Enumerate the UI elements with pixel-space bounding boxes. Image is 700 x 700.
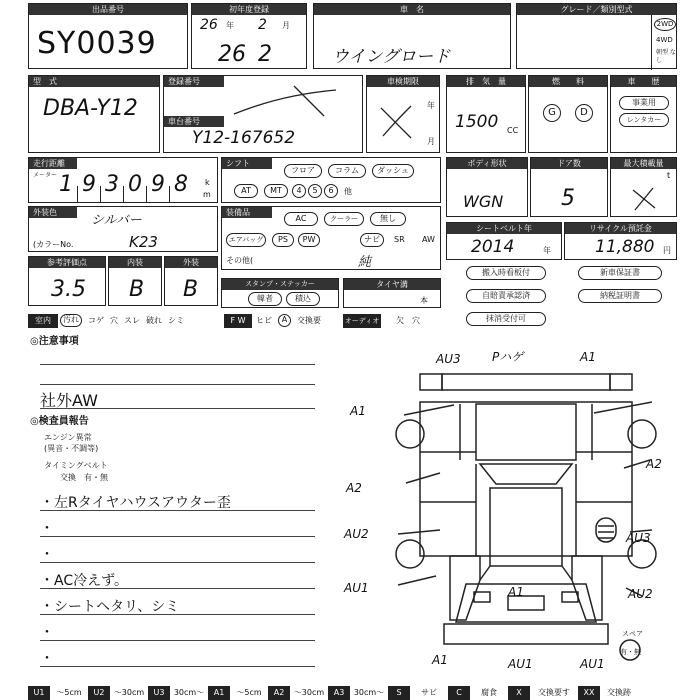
legend-key: U2 — [88, 686, 110, 700]
fw-crack[interactable]: ヒビ — [256, 316, 272, 325]
label-left-mid: A2 — [346, 481, 362, 495]
car-name-box — [313, 3, 511, 69]
label-right-rear-low: AU2 — [628, 587, 653, 601]
lot-number-box — [28, 3, 188, 69]
first-reg-year: 26 — [218, 42, 246, 67]
use-business[interactable]: 事業用 — [619, 96, 669, 110]
legend-value: 腐食 — [481, 688, 497, 697]
legend-key: A3 — [328, 686, 350, 700]
recycle-unit: 円 — [663, 246, 671, 255]
color-code-label: (カラーNo. — [33, 240, 74, 249]
seatbelt-unit: 年 — [543, 246, 551, 255]
label-bottom-left: A1 — [432, 653, 448, 667]
grade-label: グレード／類別型式 — [517, 4, 676, 15]
equip-cooler[interactable]: クーラー — [324, 212, 364, 226]
label-bottom-right: AU1 — [580, 657, 605, 671]
tire-unit: 本 — [420, 296, 428, 305]
registration-scribble — [224, 82, 344, 122]
stamp-option-2[interactable]: 積込 — [286, 292, 320, 306]
mileage-unit-k: k — [205, 178, 210, 187]
fuel-g[interactable]: G — [543, 104, 561, 122]
report-line — [40, 562, 315, 563]
fuel-d[interactable]: D — [575, 104, 593, 122]
color-box — [28, 206, 218, 252]
caution-text: 社外AW — [40, 391, 98, 410]
shift-other[interactable]: 他 — [344, 187, 352, 196]
label-trunk: A1 — [508, 585, 524, 599]
drive-2wd: 2WD — [654, 18, 676, 31]
report-line — [40, 640, 315, 641]
report-text: ・シートヘタリ、シミ — [40, 599, 180, 615]
equip-sr[interactable]: SR — [394, 235, 405, 244]
legend-key: X — [508, 686, 530, 700]
tire-label: タイヤ溝 — [344, 279, 440, 290]
label-right-rear-u: AU3 — [626, 531, 651, 545]
equip-aw[interactable]: AW — [422, 235, 435, 244]
label-bottom-mid: AU1 — [508, 657, 533, 671]
mileage-separator — [100, 186, 101, 202]
spare-label: スペア — [622, 630, 643, 638]
capacity-label: 最大積載量 — [611, 158, 676, 169]
mileage-box — [28, 157, 218, 203]
ref-score-label: 参考評価点 — [29, 257, 105, 268]
inspection-month-unit: 月 — [427, 137, 435, 146]
exterior-score-label: 外装 — [165, 257, 217, 268]
legend-key: C — [448, 686, 470, 700]
model-box — [28, 75, 160, 153]
shift-dash[interactable]: ダッシュ — [372, 164, 414, 178]
label-left-front: A1 — [350, 404, 366, 418]
capacity-unit: t — [667, 171, 671, 180]
body-shape-value: WGN — [463, 192, 504, 211]
legend-value: 交換要す — [538, 688, 570, 697]
shift-mt[interactable]: MT — [264, 184, 288, 198]
mileage-separator — [77, 186, 78, 202]
interior-hole[interactable]: 穴 — [110, 316, 118, 325]
body-shape-box — [446, 157, 528, 217]
legend-value: 30cm〜 — [353, 688, 385, 697]
legend-value: 〜30cm — [113, 688, 145, 697]
ref-score-value: 3.5 — [51, 277, 86, 302]
equip-ac[interactable]: AC — [284, 212, 318, 226]
equip-other-value: 純 — [358, 255, 372, 270]
equip-navi[interactable]: ナビ — [360, 233, 384, 247]
drive-misc: 朝型 なし — [656, 49, 676, 64]
year-unit-small: 年 — [226, 21, 234, 30]
shift-floor[interactable]: フロア — [284, 164, 322, 178]
model-value: DBA-Y12 — [43, 96, 138, 121]
month-unit-small: 月 — [282, 21, 290, 30]
seatbelt-value: 2014 — [471, 237, 515, 257]
drive-4wd: 4WD — [656, 36, 673, 44]
fw-status-label: F W — [224, 314, 252, 328]
note-line — [40, 408, 315, 409]
legend-key: A2 — [268, 686, 290, 700]
label-front-top-left: AU3 — [436, 352, 461, 366]
doors-value: 5 — [561, 186, 575, 211]
use-label: 車 歴 — [611, 76, 676, 87]
inspection-label: 車検期限 — [367, 76, 439, 87]
inspection-year-unit: 年 — [427, 101, 435, 110]
report-bullet: ・ — [40, 625, 54, 641]
exterior-score-value: B — [183, 277, 199, 302]
ref-score-box — [28, 256, 106, 306]
mileage-separator — [169, 186, 170, 202]
doc-tax-cert[interactable]: 納税証明書 — [578, 289, 662, 303]
first-reg-small-month: 2 — [258, 17, 267, 33]
car-name-label: 車 名 — [314, 4, 510, 15]
use-rental[interactable]: レンタカー — [619, 113, 669, 127]
caution-label: ◎注意事項 — [30, 336, 79, 347]
equip-ps[interactable]: PS — [272, 233, 294, 247]
equip-pw[interactable]: PW — [298, 233, 320, 247]
timing-label: タイミングベルト — [44, 461, 108, 470]
displacement-value: 1500 — [455, 112, 499, 132]
displacement-unit: CC — [507, 126, 519, 135]
tire-box — [343, 278, 441, 308]
legend-value: 〜5cm — [56, 688, 82, 697]
registration-box — [163, 75, 363, 153]
legend-key: XX — [578, 686, 600, 700]
interior-tear[interactable]: 破れ — [146, 316, 162, 325]
model-label: 型 式 — [29, 76, 159, 87]
mileage-label: 走行距離 — [29, 158, 77, 169]
seatbelt-box — [446, 222, 562, 260]
interior-score-label: 内装 — [109, 257, 161, 268]
drive-column — [651, 15, 678, 70]
chassis-value: Y12-167652 — [192, 128, 296, 148]
doc-plate[interactable]: 搬入時看板付 — [466, 266, 546, 280]
recycle-label: リサイクル預託金 — [565, 223, 676, 234]
car-name-value: ウイングロード — [332, 47, 451, 67]
label-right-mid: A2 — [646, 457, 662, 471]
label-front-top-mid: Pハゲ — [492, 350, 524, 364]
interior-status-items — [60, 314, 216, 328]
audio-missing[interactable]: 欠 — [396, 316, 404, 325]
audio-status-items — [396, 314, 420, 328]
shift-box — [221, 157, 441, 203]
audio-status-label: オーディオ — [343, 314, 381, 328]
doors-box — [530, 157, 608, 217]
color-label: 外装色 — [29, 207, 77, 218]
damage-legend — [0, 686, 700, 700]
exterior-score-box — [164, 256, 218, 306]
legend-key: A1 — [208, 686, 230, 700]
color-code-value: K23 — [129, 233, 158, 251]
stamp-option-1[interactable]: 韓者 — [248, 292, 282, 306]
mileage-digit: 9 — [151, 172, 165, 197]
doc-deregistration[interactable]: 抹消受付可 — [466, 312, 546, 326]
report-text: ・左Rタイヤハウスアウター歪 — [40, 495, 231, 511]
inspection-cross — [377, 102, 417, 142]
mileage-digit: 1 — [59, 172, 73, 197]
first-reg-month: 2 — [258, 42, 272, 67]
shift-5[interactable]: 5 — [308, 184, 322, 198]
grade-box — [516, 3, 677, 69]
legend-key: U3 — [148, 686, 170, 700]
shift-4[interactable]: 4 — [292, 184, 306, 198]
stamp-box — [221, 278, 339, 308]
interior-stain[interactable]: シミ — [168, 316, 184, 325]
legend-key: U1 — [28, 686, 50, 700]
report-bullet: ・ — [40, 547, 54, 563]
equip-airbag[interactable]: エアバッグ — [226, 233, 266, 247]
legend-value: 30cm〜 — [173, 688, 205, 697]
fw-replace[interactable]: 交換要 — [297, 316, 321, 325]
mileage-separator — [146, 186, 147, 202]
mileage-digit: 3 — [105, 172, 119, 197]
fuel-label: 燃 料 — [529, 76, 607, 87]
inspection-box — [366, 75, 440, 153]
inspector-label: ◎検査員報告 — [30, 416, 89, 427]
report-bullet: ・ — [40, 521, 54, 537]
note-line — [40, 364, 315, 365]
capacity-cross — [629, 186, 659, 212]
audio-hole[interactable]: 穴 — [412, 316, 420, 325]
equipment-box — [221, 206, 441, 270]
use-box — [610, 75, 677, 153]
displacement-box — [446, 75, 526, 153]
doc-new-warranty[interactable]: 新車保証書 — [578, 266, 662, 280]
equip-other-label: その他( — [226, 256, 254, 265]
mileage-digit: 9 — [82, 172, 96, 197]
interior-status-label: 室内 — [28, 314, 58, 328]
fw-a[interactable]: A — [278, 314, 291, 327]
interior-scuff[interactable]: スレ — [124, 316, 140, 325]
shift-at[interactable]: AT — [234, 184, 258, 198]
equipment-label: 装備品 — [222, 207, 272, 218]
report-bullet: ・ — [40, 651, 54, 667]
interior-dirt[interactable]: 汚れ — [60, 314, 82, 327]
exchange-label: 交換 有・無 — [60, 473, 108, 482]
shift-6[interactable]: 6 — [324, 184, 338, 198]
doors-label: ドア数 — [531, 158, 607, 169]
shift-column[interactable]: コラム — [328, 164, 366, 178]
mileage-unit-m: m — [203, 190, 211, 199]
legend-value: 〜5cm — [236, 688, 262, 697]
first-registration-box — [191, 3, 307, 69]
interior-burn[interactable]: コゲ — [88, 316, 104, 325]
legend-key: S — [388, 686, 410, 700]
fw-status-items — [256, 314, 321, 328]
mileage-separator — [123, 186, 124, 202]
first-registration-label: 初年度登録 — [192, 4, 306, 15]
body-shape-label: ボディ形状 — [447, 158, 527, 169]
label-left-rear-u: AU2 — [344, 527, 369, 541]
spare-value: 有・無 — [620, 648, 641, 656]
displacement-label: 排 気 量 — [447, 76, 525, 87]
interior-score-value: B — [129, 277, 145, 302]
doc-self-cert[interactable]: 自賠責承認済 — [466, 289, 546, 303]
stamp-label: スタンプ・ステッカー — [222, 279, 338, 290]
recycle-value: 11,880 — [595, 237, 655, 257]
note-line — [40, 384, 315, 385]
first-reg-small-year: 26 — [200, 17, 218, 33]
legend-value: 〜30cm — [293, 688, 325, 697]
report-line — [40, 666, 315, 667]
label-front-top-right: A1 — [580, 350, 596, 364]
mileage-digit: 0 — [128, 172, 142, 197]
mileage-meter-label: メーター — [33, 172, 58, 179]
seatbelt-label: シートベルト年 — [447, 223, 561, 234]
lot-number-label: 出品番号 — [29, 4, 187, 15]
chassis-label: 車台番号 — [164, 116, 224, 127]
equip-none[interactable]: 無し — [370, 212, 406, 226]
legend-value: サビ — [421, 688, 437, 697]
mileage-digit: 8 — [174, 172, 188, 197]
label-left-rear-low: AU1 — [344, 581, 369, 595]
report-text: ・AC冷えず。 — [40, 573, 128, 589]
registration-label: 登録番号 — [164, 76, 224, 87]
color-value: シルバー — [91, 213, 142, 228]
capacity-box — [610, 157, 677, 217]
engine-label: エンジン異常 (異音・不調等) — [44, 433, 99, 453]
interior-score-box — [108, 256, 162, 306]
lot-number-value: SY0039 — [37, 26, 157, 61]
legend-value: 交換跡 — [607, 688, 631, 697]
recycle-box — [564, 222, 677, 260]
car-diagram — [344, 350, 680, 680]
report-line — [40, 536, 315, 537]
shift-label: シフト — [222, 158, 272, 169]
fuel-box — [528, 75, 608, 153]
